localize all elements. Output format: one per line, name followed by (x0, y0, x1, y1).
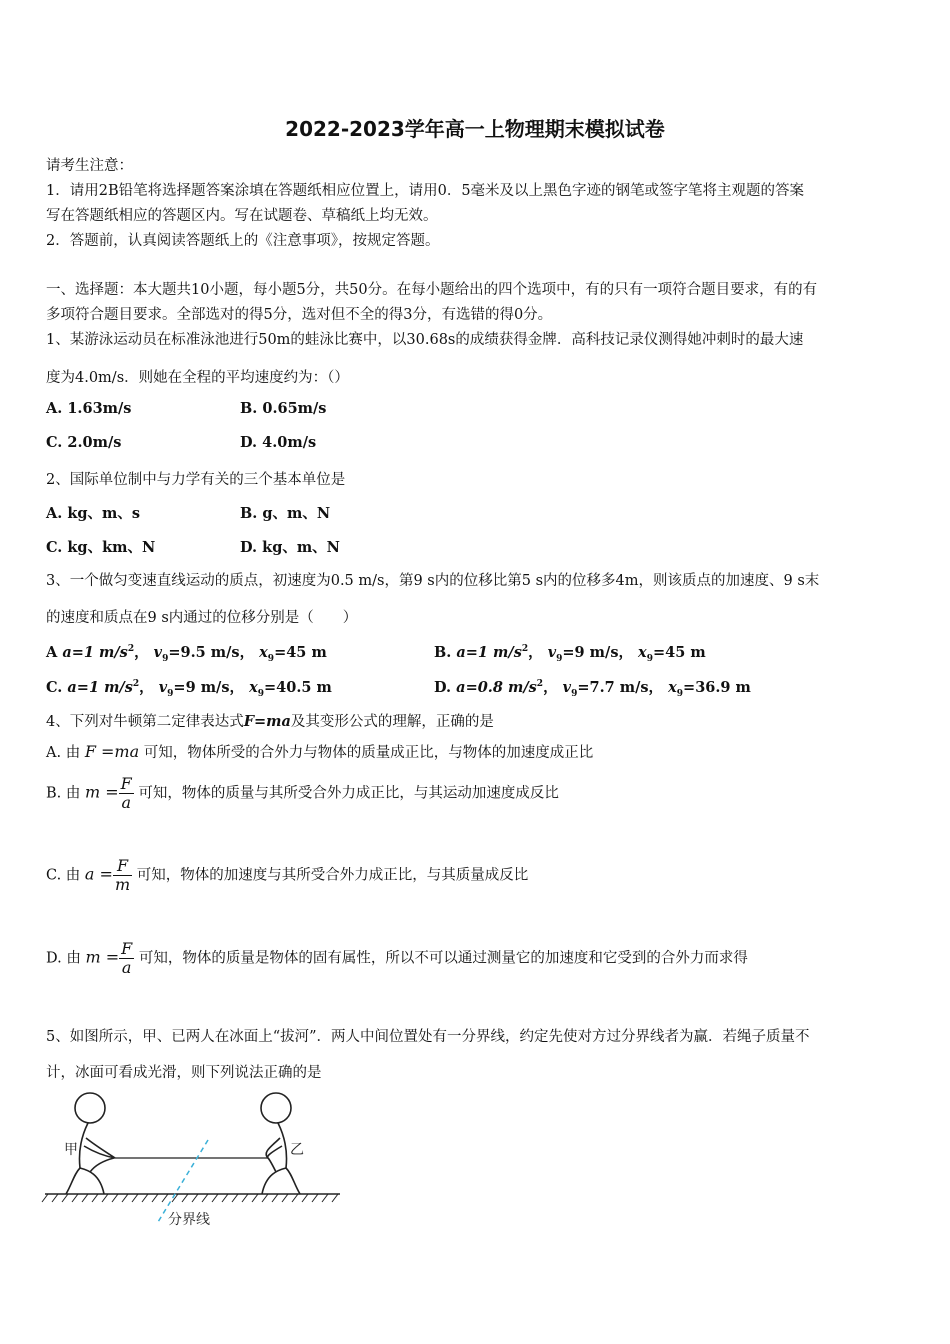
q3-c-v: v (158, 679, 168, 696)
q4-d-pre: D. 由 (46, 950, 81, 967)
q3-d-label: D. (434, 679, 452, 696)
q5-line-1: 5、如图所示，甲、已两人在冰面上“拔河”．两人中间位置处有一分界线，约定先使对方过分界线者为赢．若绳子质量不 (46, 1029, 810, 1045)
q3-a-sup: 2 (127, 644, 135, 655)
q4-b-fraction (119, 775, 134, 812)
q3-c-sup: 2 (132, 679, 140, 690)
q3-option-b: B. a=1 $m/s^2$， $v_9=9$ m/s， $x_9=45$ m (434, 644, 706, 664)
q3-c-xval: =40.5 m (264, 679, 332, 696)
notice-line-2: 写在答题纸相应的答题区内。写在试题卷、草稿纸上均无效。 (46, 208, 438, 224)
q1-line-2: 度为4.0m/s．则她在全程的平均速度约为：（） (46, 370, 349, 386)
q4-c-post: 可知，物体的加速度与其所受合外力成正比，与其质量成反比 (136, 867, 529, 884)
q4-b-pre: B. 由 (46, 785, 81, 802)
q4-c-num: F (113, 857, 132, 876)
tug-of-war-figure (40, 1090, 350, 1235)
q4-d-fraction (119, 940, 134, 977)
q3-line-1: 3、一个做匀变速直线运动的质点，初速度为0.5 m/s，第9 s内的位移比第5 s内的位移多4m，则该质点的加速度、9 s末 (46, 573, 820, 589)
q4-stem-formula: F=ma (243, 713, 291, 730)
q4-option-d (46, 940, 748, 977)
q3-c-xsub: 9 (257, 688, 264, 699)
label-jia: 甲 (64, 1142, 78, 1158)
q1-option-b: B. 0.65m/s (240, 400, 327, 417)
q3-d-acc: a=0.8 m/s (456, 679, 537, 696)
q4-option-b (46, 775, 559, 812)
q2-option-a: A. kg、m、s (46, 505, 141, 522)
q4-d-den: a (121, 958, 132, 977)
q3-a-label: A (46, 644, 58, 661)
q3-c-vval: =9 m/s， (173, 679, 245, 696)
q4-c-den: m (114, 875, 131, 894)
q3-line-2: 的速度和质点在9 s内通过的位移分别是（ ） (46, 610, 358, 626)
q3-b-x: x (638, 644, 647, 661)
q4-d-lhs: m = (85, 947, 120, 967)
q3-b-vval: =9 m/s， (562, 644, 633, 661)
q4-c-pre: C. 由 (46, 867, 81, 884)
q2-option-d: D. kg、m、N (240, 539, 340, 556)
q1-option-c: C. 2.0m/s (46, 434, 122, 451)
q3-d-xval: =36.9 m (683, 679, 751, 696)
section-line-2: 多项符合题目要求。全部选对的得5分，选对但不全的得3分，有选错的得0分。 (46, 307, 553, 323)
q3-d-x: x (668, 679, 677, 696)
notice-line-1: 1．请用2B铅笔将选择题答案涂填在答题纸相应位置上，请用0．5毫米及以上黑色字迹的钢笔或签字笔将主观题的答案 (46, 183, 805, 199)
notice-line-3: 2．答题前，认真阅读答题纸上的《注意事项》，按规定答题。 (46, 233, 440, 249)
q3-b-vsub: 9 (556, 653, 563, 664)
q4-stem-pre: 4、下列对牛顿第二定律表达式 (46, 714, 244, 730)
q3-c-acc: a=1 m/s (67, 679, 133, 696)
q3-a-xval: =45 m (274, 644, 327, 661)
q3-a-x: x (259, 644, 268, 661)
q4-b-post: 可知，物体的质量与其所受合外力成正比，与其运动加速度成反比 (138, 785, 559, 802)
q3-d-vsub: 9 (571, 688, 578, 699)
q4-c-fraction (113, 857, 132, 894)
q4-option-a (46, 741, 593, 762)
q3-c-vsub: 9 (167, 688, 174, 699)
q3-a-xsub: 9 (267, 653, 275, 664)
label-yi: 乙 (290, 1142, 304, 1158)
ground-hatching (42, 1194, 338, 1202)
q2-option-b: B. g、m、N (240, 505, 331, 522)
q3-b-v: v (547, 644, 557, 661)
q3-option-c: C. a=1 $m/s^2$， $v_9=9$ m/s， $x_9=40.5$ m (46, 679, 332, 699)
q3-b-xsub: 9 (646, 653, 653, 664)
q1-option-d: D. 4.0m/s (240, 434, 317, 451)
q4-b-den: a (121, 793, 131, 812)
q3-c-x: x (249, 679, 258, 696)
q4-stem-post: 及其变形公式的理解，正确的是 (290, 714, 494, 730)
q1-option-a: A. 1.63m/s (46, 400, 132, 417)
q3-a-vsub: 9 (162, 653, 169, 664)
q3-d-xsub: 9 (676, 688, 684, 699)
page-title: 2022-2023学年高一上物理期末模拟试卷 (285, 117, 665, 141)
q4-option-c (46, 857, 528, 894)
q4-d-post: 可知，物体的质量是物体的固有属性，所以不可以通过测量它的加速度和它受到的合外力而求得 (138, 950, 748, 967)
notice-heading: 请考生注意： (46, 158, 133, 174)
q3-b-xval: =45 m (652, 644, 706, 661)
q1-line-1: 1、某游泳运动员在标准泳池进行50m的蛙泳比赛中，以30.68s的成绩获得金牌．高科技记录仪测得她冲刺时的最大速 (46, 332, 804, 348)
q2-stem: 2、国际单位制中与力学有关的三个基本单位是 (46, 472, 346, 488)
section-line-1: 一、选择题：本大题共10小题，每小题5分，共50分。在每小题给出的四个选项中，有的只有一项符合题目要求，有的有 (46, 282, 818, 298)
q3-option-d: D. a=0.8 $m/s^2$， $v_9=7.7$ m/s， $x_9=36.9$ m (434, 679, 751, 699)
q3-d-sup: 2 (536, 679, 544, 690)
q4-a-pre: A. 由 (46, 745, 81, 761)
q3-b-sup: 2 (521, 644, 529, 655)
q4-a-formula: F =ma (84, 742, 140, 761)
q3-d-vval: =7.7 m/s， (577, 679, 664, 696)
q3-b-label: B. (434, 644, 452, 661)
label-boundary: 分界线 (168, 1212, 210, 1228)
q2-option-c: C. kg、km、N (46, 539, 156, 556)
q4-d-num: F (121, 939, 133, 958)
q4-stem (46, 710, 494, 731)
q3-c-label: C. (46, 679, 63, 696)
q4-a-post: 可知，物体所受的合外力与物体的质量成正比，与物体的加速度成正比 (143, 745, 594, 761)
q3-a-acc: a=1 m/s (62, 644, 128, 661)
q3-d-v: v (562, 679, 572, 696)
q3-a-vval: =9.5 m/s， (168, 644, 255, 661)
boundary-line (158, 1140, 208, 1222)
q4-b-num: F (120, 774, 132, 793)
q3-a-v: v (153, 644, 163, 661)
q4-b-lhs: m = (84, 782, 119, 802)
q3-option-a: A a=1 $m/s^2$， $v_9=9.5$ m/s， $x_9=45$ m (46, 644, 327, 664)
q3-b-acc: a=1 m/s (456, 644, 522, 661)
q5-line-2: 计，冰面可看成光滑，则下列说法正确的是 (46, 1065, 322, 1081)
q4-c-lhs: a = (84, 864, 113, 884)
